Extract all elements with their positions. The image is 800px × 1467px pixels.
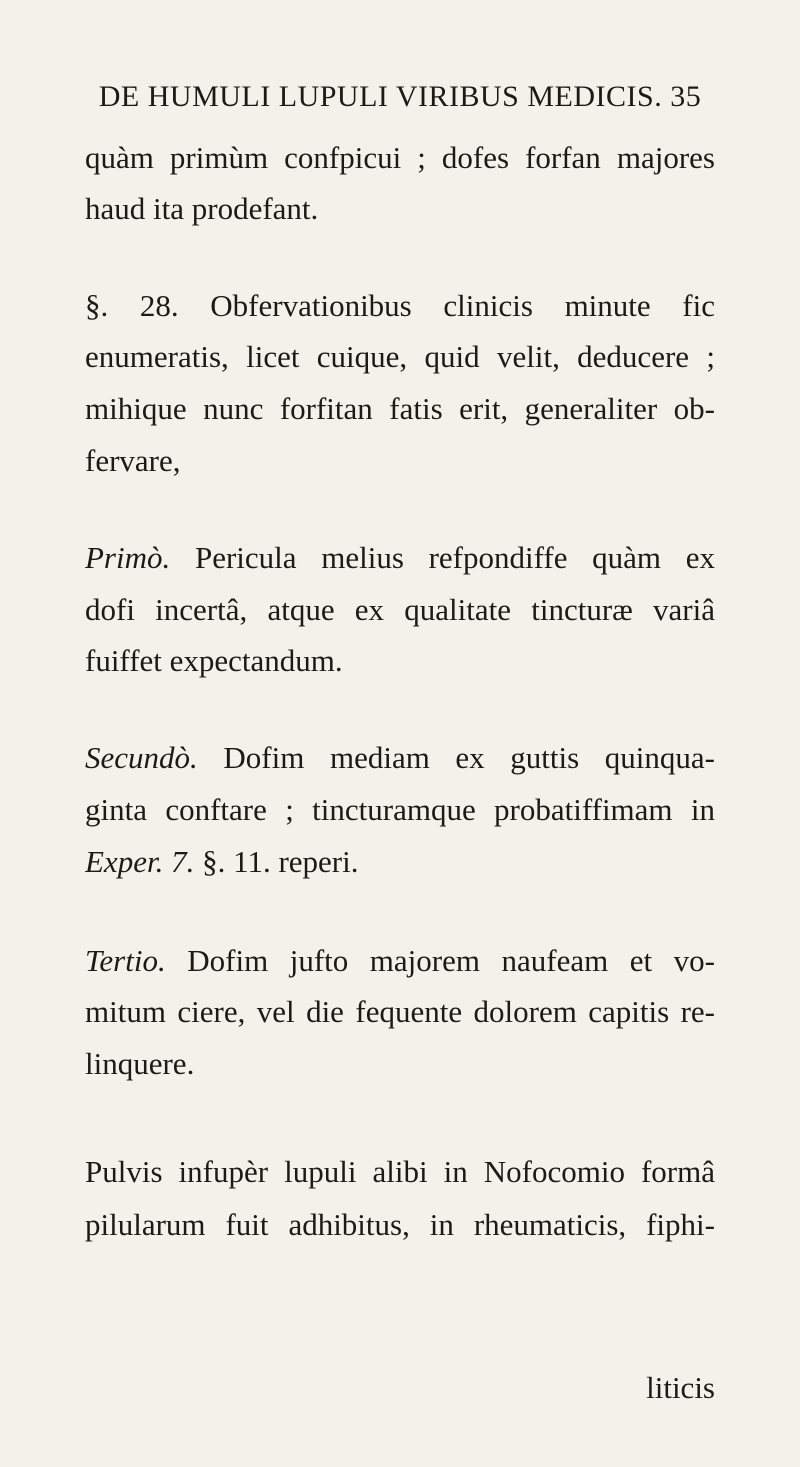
text-line: mitum ciere, vel die fequente dolorem capitis re-	[85, 994, 715, 1029]
text-line: quàm primùm confpicui ; dofes forfan majores	[85, 140, 715, 175]
text-line: ginta conftare ; tincturamque probatiffimam in	[85, 792, 715, 827]
line-rest: Dofim jufto majorem naufeam et vo-	[187, 943, 715, 978]
text-line: §. 28. Obfervationibus clinicis minute fic	[85, 288, 715, 323]
text-line: mihique nunc forfitan fatis erit, generaliter ob-	[85, 391, 715, 426]
line-rest: Pericula melius refpondiffe quàm ex	[194, 540, 715, 575]
text-line: Pulvis infupèr lupuli alibi in Nofocomio formâ	[85, 1154, 715, 1189]
running-head: DE HUMULI LUPULI VIRIBUS MEDICIS. 35	[98, 80, 702, 113]
text-line	[85, 941, 715, 981]
line-rest: §. 11. reperi.	[202, 844, 359, 879]
paragraph-lead: Primò.	[85, 540, 171, 575]
catchword: liticis	[646, 1370, 715, 1405]
text-line: haud ita prodefant.	[85, 191, 319, 226]
reference-lead: Exper. 7.	[85, 844, 195, 879]
text-line	[85, 538, 715, 578]
line-rest: Dofim mediam ex guttis quinqua-	[223, 740, 715, 775]
text-line: fervare,	[85, 443, 181, 478]
text-line: pilularum fuit adhibitus, in rheumaticis, fiphi-	[85, 1207, 715, 1242]
text-line	[85, 738, 715, 778]
text-line: dofi incertâ, atque ex qualitate tincturæ variâ	[85, 592, 715, 627]
text-line: fuiffet expectandum.	[85, 643, 343, 678]
text-line	[85, 842, 715, 882]
text-line: linquere.	[85, 1046, 195, 1081]
paragraph-lead: Tertio.	[85, 943, 166, 978]
text-line: enumeratis, licet cuique, quid velit, deducere ;	[85, 339, 715, 374]
paragraph-lead: Secundò.	[85, 740, 198, 775]
